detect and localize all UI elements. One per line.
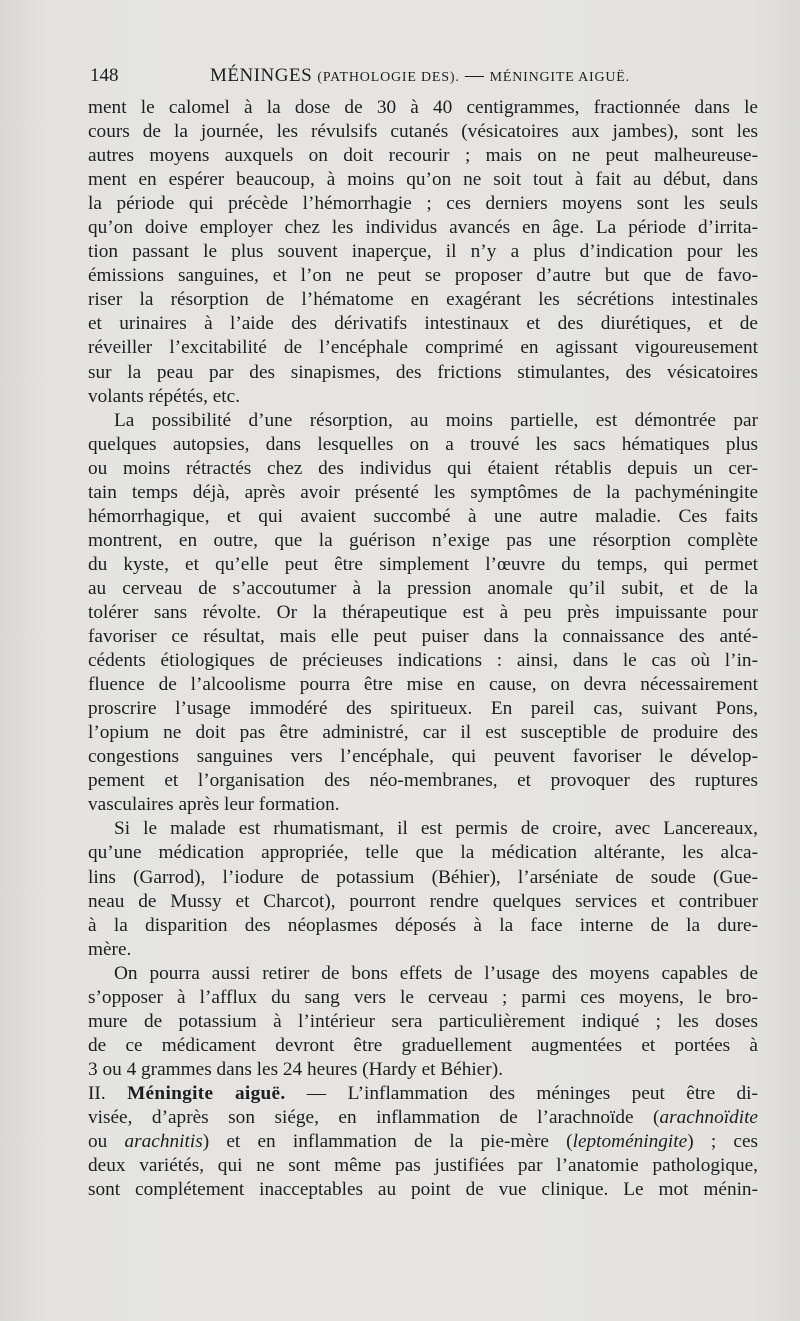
text-line: tion passant le plus souvent inaperçue, il n’y a plus d’indication pour les: [88, 241, 758, 263]
text-line: tain temps déjà, après avoir présenté les symptômes de la pachyméningite: [88, 481, 758, 503]
text-line: fluence de l’alcoolisme pourra être mise en cause, on devra nécessairement: [88, 674, 758, 696]
section-title: Méningite aiguë.: [127, 1082, 286, 1104]
text-line: ou moins rétractés chez des individus qui étaient rétablis depuis un cer-: [88, 457, 758, 479]
text-line: cours de la journée, les révulsifs cutanés (vésicatoires aux jambes), sont les: [88, 121, 758, 143]
section-line-3-text-c: ) ; ces: [687, 1131, 759, 1153]
text-line: hémorrhagique, et qui avaient succombé à une autre maladie. Ces faits: [88, 505, 758, 527]
text-line: la période qui précède l’hémorrhagie ; ces derniers moyens sont les seuls: [88, 193, 758, 215]
section-line-2-text: visée, d’après son siége, en inflammation de l’arachnoïde (: [88, 1106, 660, 1128]
section-heading-line: [88, 1082, 758, 1106]
text-line: mère.: [88, 938, 132, 960]
text-line: qu’on doive employer chez les individus avancés en âge. La période d’irrita-: [88, 217, 758, 239]
text-line: 3 ou 4 grammes dans les 24 heures (Hardy et Béhier).: [88, 1058, 503, 1080]
section-line-3-text-a: ou: [88, 1131, 125, 1153]
section-line-4: deux variétés, qui ne sont même pas justifiées par l’anatomie pathologique,: [88, 1155, 758, 1177]
term-arachnitis: arachnitis: [124, 1131, 203, 1153]
running-title-section: MÉNINGITE AIGUË.: [489, 70, 630, 85]
section-first-line-text: L’inflammation des méninges peut être di-: [347, 1082, 758, 1104]
text-line: montrent, en outre, que la guérison n’exige pas une résorption complète: [88, 529, 758, 551]
section-line-2: [88, 1106, 758, 1130]
text-line: neau de Mussy et Charcot), pourront rendre quelques services et contribuer: [88, 890, 758, 912]
text-line: ment le calomel à la dose de 30 à 40 centigrammes, fractionnée dans le: [88, 97, 758, 118]
text-line: réveiller l’excitabilité de l’encéphale comprimé en agissant vigoureusement: [88, 337, 758, 359]
page-number: 148: [90, 65, 119, 86]
term-arachnoidite: arachnoïdite: [659, 1106, 758, 1128]
running-title-dash: —: [464, 65, 485, 86]
text-line: et urinaires à l’aide des dérivatifs intestinaux et des diurétiques, et de: [88, 313, 758, 335]
running-title-subtitle: (PATHOLOGIE DES).: [317, 70, 460, 85]
text-line: autres moyens auxquels on doit recourir ; mais on ne peut malheureuse-: [88, 145, 758, 167]
text-line: qu’une médication appropriée, telle que la médication altérante, les alca-: [88, 842, 758, 864]
text-line: à la disparition des néoplasmes déposés à la face interne de la dure-: [88, 914, 758, 936]
text-line: Si le malade est rhumatismant, il est permis de croire, avec Lancereaux,: [114, 818, 758, 840]
text-line: s’opposer à l’afflux du sang vers le cerveau ; parmi ces moyens, le bro-: [88, 986, 758, 1008]
text-line: lins (Garrod), l’iodure de potassium (Béhier), l’arséniate de soude (Gue-: [88, 866, 758, 888]
body-text: [88, 96, 758, 1202]
text-line: congestions sanguines vers l’encéphale, qui peuvent favoriser le dévelop-: [88, 746, 758, 768]
text-line: cédents étiologiques de précieuses indications : ainsi, dans le cas où l’in-: [88, 650, 758, 672]
text-lines: [88, 96, 758, 1082]
running-header: [90, 64, 770, 88]
text-line: La possibilité d’une résorption, au moins partielle, est démontrée par: [114, 409, 758, 431]
section-line-3: [88, 1130, 758, 1154]
running-title-main: MÉNINGES: [210, 65, 313, 86]
text-line: au cerveau de s’accoutumer à la pression anomale qu’il subit, et de la: [88, 577, 758, 599]
running-title: [210, 64, 630, 90]
text-line: l’opium ne doit pas être administré, car il est susceptible de produire des: [88, 722, 758, 744]
text-line: volants répétés, etc.: [88, 385, 241, 407]
text-line: riser la résorption de l’hématome en exagérant les sécrétions intestinales: [88, 289, 758, 311]
text-line: tolérer sans révolte. Or la thérapeutique est à peu près impuissante pour: [88, 601, 758, 623]
section-dash: —: [306, 1082, 327, 1104]
text-line: émissions sanguines, et l’on ne peut se proposer d’autre but que de favo-: [88, 265, 758, 287]
text-line: proscrire l’usage immodéré des spiritueux. En pareil cas, suivant Pons,: [88, 698, 758, 720]
section-line-5: sont complétement inacceptables au point de vue clinique. Le mot ménin-: [88, 1179, 758, 1201]
text-line: mure de potassium à l’intérieur sera particulièrement indiqué ; les doses: [88, 1010, 758, 1032]
text-line: du kyste, et qu’elle peut être simplement l’œuvre du temps, qui permet: [88, 553, 758, 575]
section-numeral: II.: [88, 1082, 106, 1104]
text-line: sur la peau par des sinapismes, des frictions stimulantes, des vésicatoires: [88, 361, 758, 383]
text-line: de ce médicament devront être graduellement augmentées et portées à: [88, 1034, 758, 1056]
text-line: quelques autopsies, dans lesquelles on a trouvé les sacs hématiques plus: [88, 433, 758, 455]
text-line: On pourra aussi retirer de bons effets de l’usage des moyens capables de: [114, 962, 758, 984]
text-line: pement et l’organisation des néo-membranes, et provoquer des ruptures: [88, 770, 758, 792]
term-leptomeningite: leptoméningite: [572, 1131, 688, 1153]
text-line: vasculaires après leur formation.: [88, 794, 340, 816]
text-line: favoriser ce résultat, mais elle peut puiser dans la connaissance des anté-: [88, 626, 758, 648]
text-line: ment en espérer beaucoup, à moins qu’on ne soit tout à fait au début, dans: [88, 169, 758, 191]
section-line-3-text-b: ) et en inflammation de la pie-mère (: [202, 1131, 573, 1153]
